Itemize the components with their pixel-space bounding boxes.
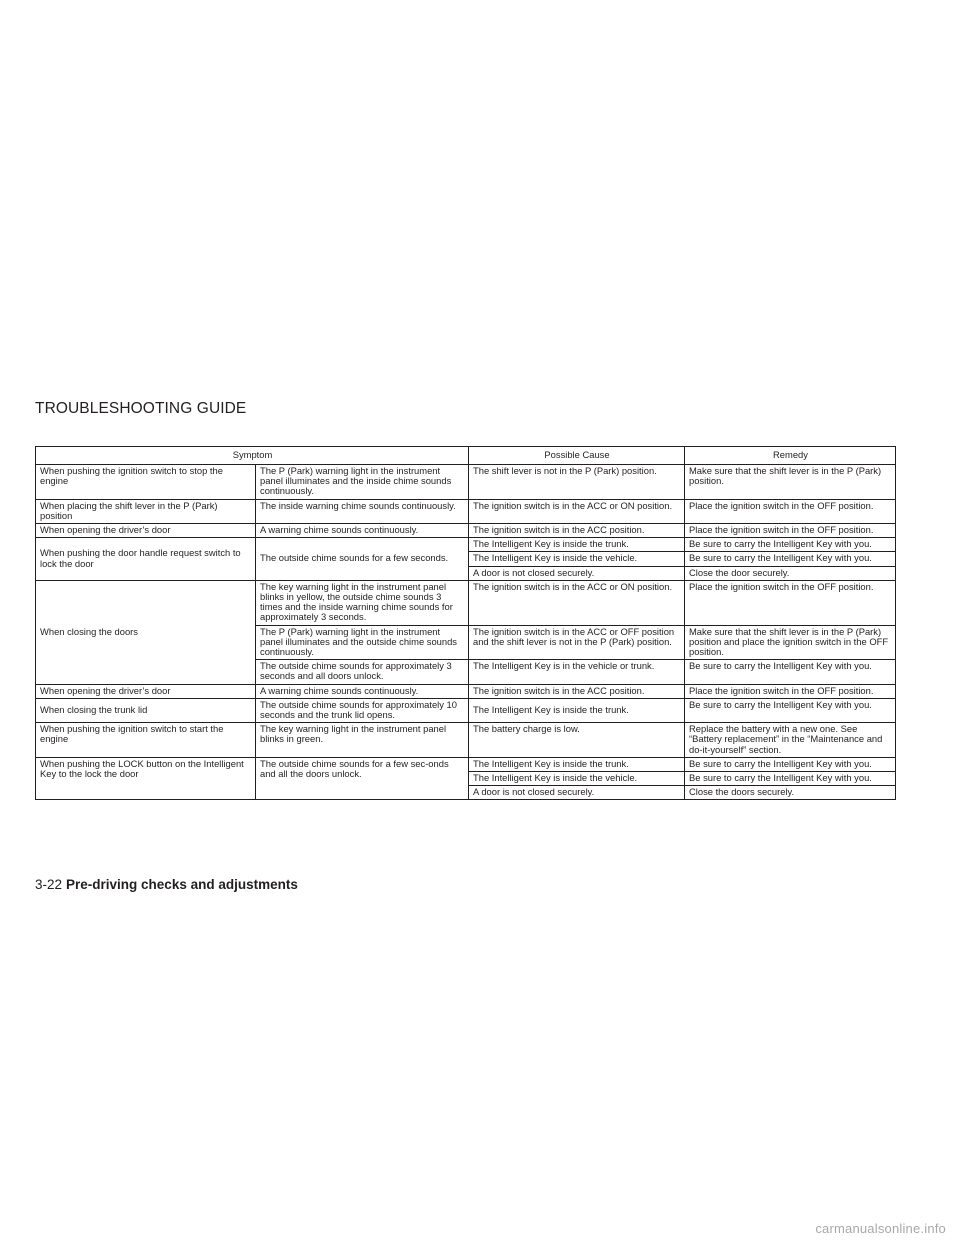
symptom-detail-cell: The outside chime sounds for a few seconds. [256, 538, 469, 581]
remedy-cell: Place the ignition switch in the OFF position. [685, 684, 896, 698]
symptom-cell: When opening the driver’s door [36, 524, 256, 538]
remedy-cell: Be sure to carry the Intelligent Key with you. [685, 552, 896, 566]
symptom-cell: When opening the driver’s door [36, 684, 256, 698]
remedy-cell: Make sure that the shift lever is in the P (Park) position and place the ignition switch in the OFF position. [685, 625, 896, 660]
cause-cell: The Intelligent Key is in the vehicle or trunk. [469, 660, 685, 684]
remedy-cell: Replace the battery with a new one. See “Battery replacement” in the “Maintenance and do-it-yourself” section. [685, 723, 896, 758]
remedy-cell: Close the door securely. [685, 566, 896, 580]
page-footer [35, 877, 298, 892]
symptom-detail-cell: The P (Park) warning light in the instrument panel illuminates and the outside chime sounds continuously. [256, 625, 469, 660]
cause-cell: The shift lever is not in the P (Park) position. [469, 465, 685, 500]
cause-cell: The Intelligent Key is inside the trunk. [469, 538, 685, 552]
symptom-detail-cell: The key warning light in the instrument panel blinks in yellow, the outside chime sounds 3 times and the inside warning chime sounds for approximately 3 seconds. [256, 580, 469, 625]
watermark-text: carmanualsonline.info [815, 1221, 946, 1236]
cause-cell: The Intelligent Key is inside the vehicle. [469, 552, 685, 566]
remedy-cell: Place the ignition switch in the OFF position. [685, 580, 896, 625]
symptom-detail-cell: The outside chime sounds for approximately 10 seconds and the trunk lid opens. [256, 698, 469, 722]
remedy-cell: Be sure to carry the Intelligent Key with you. [685, 538, 896, 552]
table-row [36, 524, 896, 538]
remedy-cell: Place the ignition switch in the OFF position. [685, 524, 896, 538]
header-remedy: Remedy [685, 447, 896, 465]
remedy-cell: Place the ignition switch in the OFF position. [685, 499, 896, 523]
header-possible-cause: Possible Cause [469, 447, 685, 465]
symptom-cell: When placing the shift lever in the P (Park) position [36, 499, 256, 523]
remedy-cell: Be sure to carry the Intelligent Key with you. [685, 757, 896, 771]
remedy-cell: Make sure that the shift lever is in the P (Park) position. [685, 465, 896, 500]
symptom-detail-cell: The key warning light in the instrument panel blinks in green. [256, 723, 469, 758]
table-row [36, 723, 896, 758]
table-row [36, 465, 896, 500]
page-title: TROUBLESHOOTING GUIDE [35, 400, 247, 417]
symptom-detail-cell: A warning chime sounds continuously. [256, 684, 469, 698]
symptom-cell: When pushing the ignition switch to start the engine [36, 723, 256, 758]
symptom-cell: When pushing the door handle request switch to lock the door [36, 538, 256, 581]
troubleshooting-table [35, 446, 896, 800]
cause-cell: The ignition switch is in the ACC or ON position. [469, 499, 685, 523]
cause-cell: The ignition switch is in the ACC position. [469, 684, 685, 698]
symptom-detail-cell: The inside warning chime sounds continuously. [256, 499, 469, 523]
cause-cell: The ignition switch is in the ACC or ON position. [469, 580, 685, 625]
table-row [36, 580, 896, 625]
symptom-cell: When pushing the ignition switch to stop the engine [36, 465, 256, 500]
cause-cell: The ignition switch is in the ACC or OFF position and the shift lever is not in the P (Park) position. [469, 625, 685, 660]
cause-cell: The Intelligent Key is inside the trunk. [469, 698, 685, 722]
cause-cell: The Intelligent Key is inside the vehicle. [469, 772, 685, 786]
symptom-detail-cell: The P (Park) warning light in the instrument panel illuminates and the inside chime sounds continuously. [256, 465, 469, 500]
table-row [36, 684, 896, 698]
symptom-detail-cell: The outside chime sounds for approximately 3 seconds and all doors unlock. [256, 660, 469, 684]
table-row [36, 499, 896, 523]
table-header-row [36, 447, 896, 465]
remedy-cell: Close the doors securely. [685, 786, 896, 800]
symptom-cell: When pushing the LOCK button on the Intelligent Key to the lock the door [36, 757, 256, 800]
symptom-cell: When closing the trunk lid [36, 698, 256, 722]
cause-cell: A door is not closed securely. [469, 566, 685, 580]
symptom-cell: When closing the doors [36, 580, 256, 684]
cause-cell: The Intelligent Key is inside the trunk. [469, 757, 685, 771]
remedy-cell: Be sure to carry the Intelligent Key with you. [685, 772, 896, 786]
header-symptom: Symptom [36, 447, 469, 465]
remedy-cell: Be sure to carry the Intelligent Key with you. [685, 698, 896, 722]
cause-cell: The ignition switch is in the ACC position. [469, 524, 685, 538]
cause-cell: A door is not closed securely. [469, 786, 685, 800]
remedy-cell: Be sure to carry the Intelligent Key with you. [685, 660, 896, 684]
cause-cell: The battery charge is low. [469, 723, 685, 758]
page-number: 3-22 [35, 877, 63, 892]
table-row [36, 698, 896, 722]
section-title: Pre-driving checks and adjustments [66, 877, 298, 892]
symptom-detail-cell: A warning chime sounds continuously. [256, 524, 469, 538]
table-row [36, 757, 896, 771]
table-row [36, 538, 896, 552]
symptom-detail-cell: The outside chime sounds for a few sec-onds and all the doors unlock. [256, 757, 469, 800]
